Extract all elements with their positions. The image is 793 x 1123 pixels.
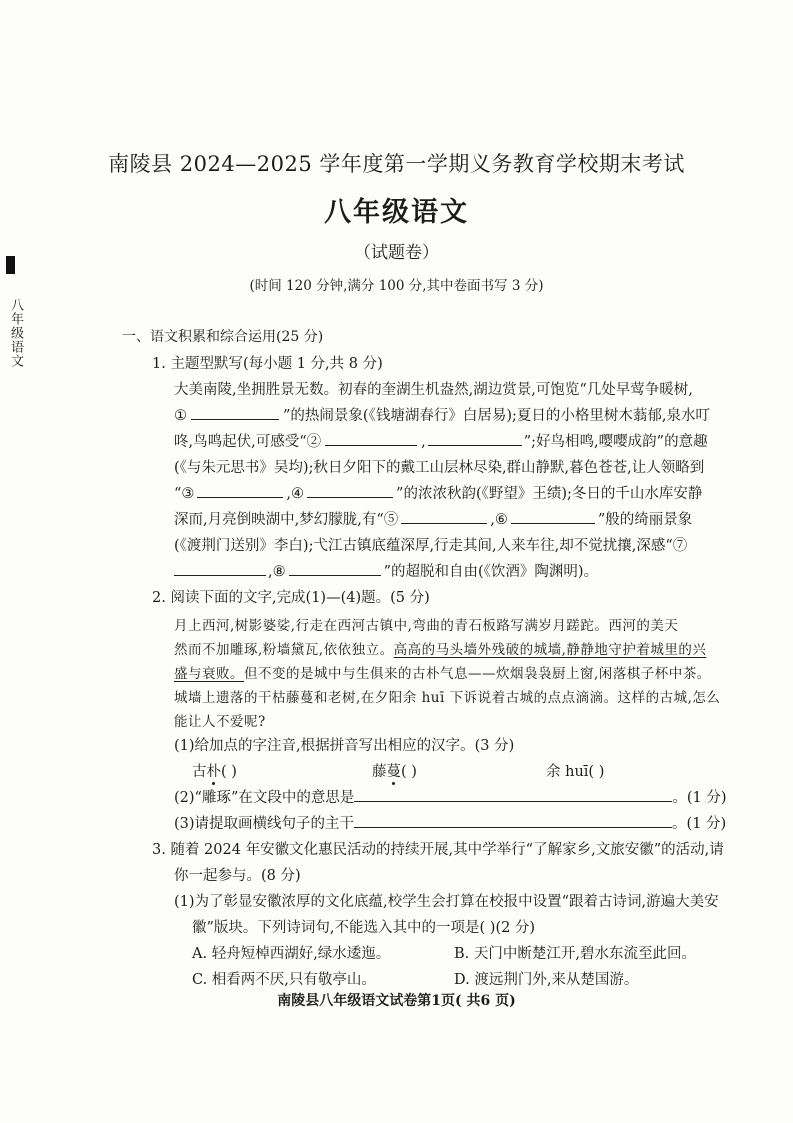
answer-blank-1[interactable] xyxy=(191,405,279,420)
answer-blank-5[interactable] xyxy=(401,509,487,524)
option-a[interactable]: A. 轻舟短棹西湖好,绿水逶迤。 xyxy=(192,946,391,962)
underlined-sentence-a: 高高的马头墙外残破的城墙,静静地守护着城里的兴 xyxy=(393,642,707,658)
answer-blank-q2-3[interactable] xyxy=(354,813,672,828)
page-footer: 南陵县八年级语文试卷第1页( 共6 页) xyxy=(277,993,516,1009)
q2-sub2: (2)“雕琢”在文段中的意思是 。(1 分) xyxy=(174,786,727,807)
q1-line-1: 大美南陵,坐拥胜景无数。初春的奎湖生机盎然,湖边赏景,可饱览“几处早莺争暖树, xyxy=(174,382,693,398)
word-3: 余 huī( ) xyxy=(546,764,605,780)
answer-blank-3[interactable] xyxy=(197,483,283,498)
q2-passage-1: 月上西河,树影婆娑,行走在西河古镇中,弯曲的青石板路写满岁月蹉跎。西河的美天 xyxy=(174,618,679,634)
q1-line-4: (《与朱元思书》吴均);秋日夕阳下的戴工山层林尽染,群山静默,暮色苍苍,让人领略到 xyxy=(174,460,705,476)
subject-title: 八年级语文 xyxy=(324,197,469,228)
answer-blank-q2-2[interactable] xyxy=(354,787,672,802)
word-1: 古朴( ) xyxy=(192,764,237,780)
answer-blank-6[interactable] xyxy=(511,509,595,524)
side-label: 八年级语文 xyxy=(8,298,23,368)
exam-instructions: (时间 120 分钟,满分 100 分,其中卷面书写 3 分) xyxy=(249,278,544,294)
answer-blank-8[interactable] xyxy=(289,561,381,576)
q2-heading: 2. 阅读下面的文字,完成(1)—(4)题。(5 分) xyxy=(152,590,430,606)
paper-type: （试题卷） xyxy=(354,243,439,263)
q2-passage-3: 盛与衰败。但不变的是城中与生俱来的古朴气息——炊烟袅袅厨上窗,闲落棋子杯中茶。 xyxy=(174,666,711,682)
underlined-sentence-b: 盛与衰败。 xyxy=(174,666,244,682)
q1-line-7: (《渡荆门送别》李白);弋江古镇底蕴深厚,行走其间,人来车往,却不觉扰攘,深感“⑦ xyxy=(174,538,688,554)
q1-line-8: ,⑧ ”的超脱和自由(《饮酒》陶渊明)。 xyxy=(174,560,598,581)
option-b[interactable]: B. 天门中断楚江开,碧水东流至此回。 xyxy=(454,946,696,962)
answer-blank-4[interactable] xyxy=(307,483,393,498)
q1-line-5: “③ ,④ ”的浓浓秋韵(《野望》王绩);冬日的千山水库安静 xyxy=(174,482,702,503)
q3-sub1-line-2: 徽”版块。下列诗词句,不能选入其中的一项是( )(2 分) xyxy=(192,920,536,936)
answer-blank-2b[interactable] xyxy=(428,431,522,446)
q3-line-2: 你一起参与。(8 分) xyxy=(174,868,301,884)
q2-sub3: (3)请提取画横线句子的主干 。(1 分) xyxy=(174,812,726,833)
q2-passage-5: 能让人不爱呢? xyxy=(174,714,266,730)
q2-passage-2: 然而不加雕琢,粉墙黛瓦,依依独立。高高的马头墙外残破的城墙,静静地守护着城里的兴 xyxy=(174,642,707,658)
answer-blank-2a[interactable] xyxy=(325,431,417,446)
q1-line-3: 咚,鸟鸣起伏,可感受“② , ”;好鸟相鸣,嘤嘤成韵”的意趣 xyxy=(174,430,708,451)
q1-line-6: 深而,月亮倒映湖中,梦幻朦胧,有“⑤ ,⑥ ”般的绮丽景象 xyxy=(174,508,692,529)
q2-sub1: (1)给加点的字注音,根据拼音写出相应的汉字。(3 分) xyxy=(174,738,515,754)
word-2: 藤蔓( ) xyxy=(372,764,417,780)
q3-line-1: 3. 随着 2024 年安徽文化惠民活动的持续开展,其中学举行“了解家乡,文旅安徽”的活动,请 xyxy=(152,842,724,858)
q1-heading: 1. 主题型默写(每小题 1 分,共 8 分) xyxy=(152,356,383,372)
exam-title: 南陵县 2024—2025 学年度第一学期义务教育学校期末考试 xyxy=(108,152,685,176)
q1-line-2: ① ”的热闹景象(《钱塘湖春行》白居易);夏日的小格里树木蓊郁,泉水叮 xyxy=(174,404,710,425)
option-c[interactable]: C. 相看两不厌,只有敬亭山。 xyxy=(192,972,376,988)
option-d[interactable]: D. 渡远荆门外,来从楚国游。 xyxy=(454,972,639,988)
section-title: 一、语文积累和综合运用(25 分) xyxy=(122,329,324,345)
answer-blank-7[interactable] xyxy=(174,561,266,576)
q2-passage-4: 城墙上遗落的干枯藤蔓和老树,在夕阳余 huī 下诉说着古城的点点滴滴。这样的古城,怎么 xyxy=(174,690,721,706)
q3-sub1-line-1: (1)为了彰显安徽浓厚的文化底蕴,校学生会打算在校报中设置“跟着古诗词,游遍大美安 xyxy=(174,894,719,910)
